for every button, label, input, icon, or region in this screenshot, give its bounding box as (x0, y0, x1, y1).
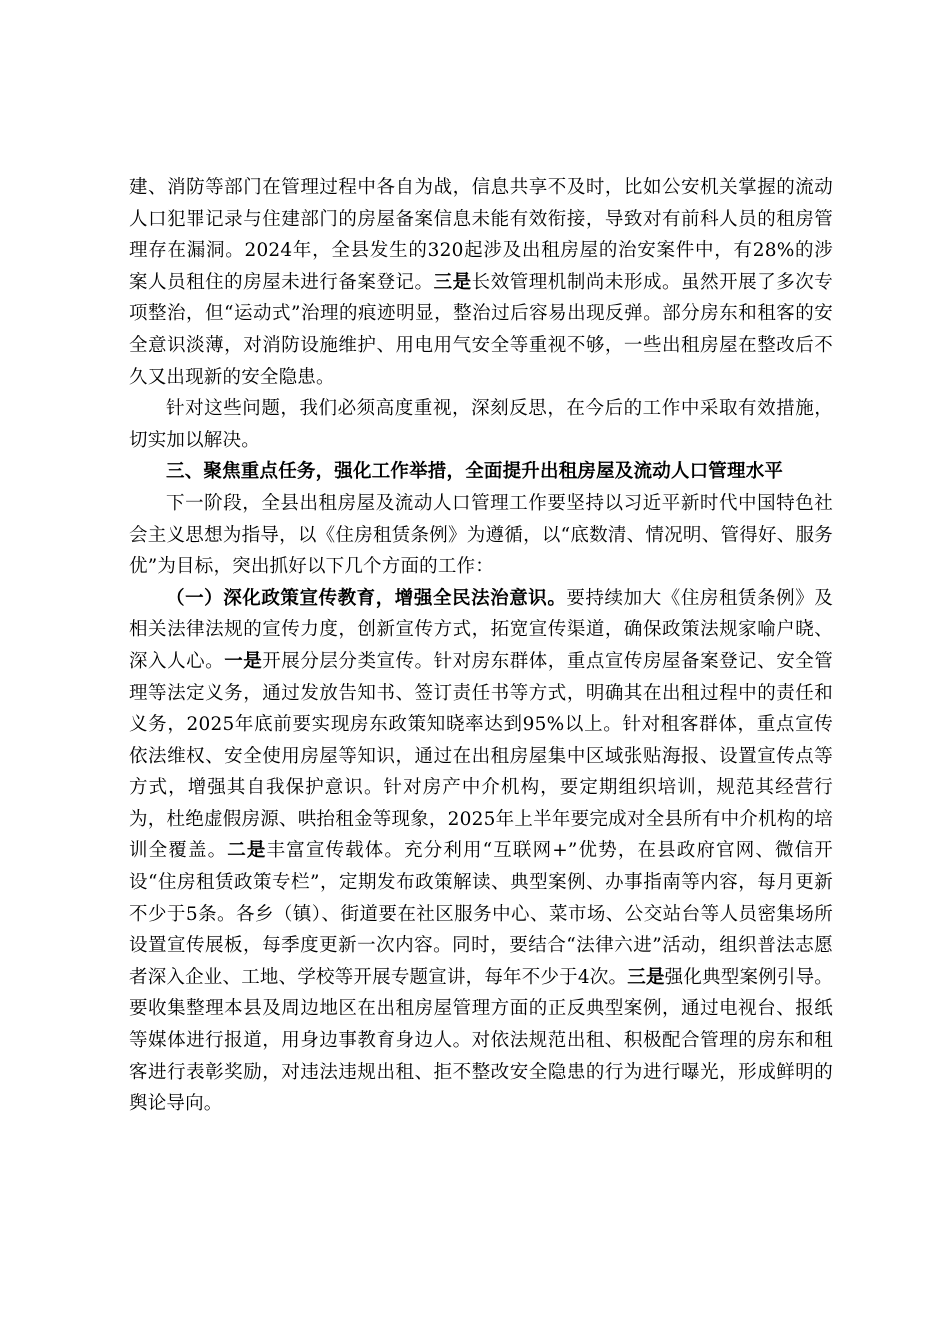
paragraph-text: 要持续加大《住房租赁条例》及相关法律法规的宣传力度，创新宣传方式，拓宽宣传渠道，确保政策法规家喻户晓、深入人心。 (129, 587, 833, 672)
emphasis-marker: 三是 (433, 271, 472, 293)
paragraph-text: 强化典型案例引导。要收集整理本县及周边地区在出租房屋管理方面的正反典型案例，通过电视台、报纸等媒体进行报道，用身边事教育身边人。对依法规范出租、积极配合管理的房东和租客进行表彰奖励，对违法违规出租、拒不整改安全隐患的行为进行曝光，形成鲜明的舆论导向。 (129, 966, 833, 1115)
emphasis-marker: 二是 (227, 840, 267, 862)
paragraph-text: 长效管理机制尚未形成。虽然开展了多次专项整治，但“运动式”治理的痕迹明显，整治过后容易出现反弹。部分房东和租客的安全意识淡薄，对消防设施维护、用电用气安全等重视不够，一些出租房屋在整改后不久又出现新的安全隐患。 (129, 271, 833, 388)
subsection-heading: （一）深化政策宣传教育，增强全民法治意识。 (166, 587, 567, 609)
paragraph-text: 开展分层分类宣传。针对房东群体，重点宣传房屋备案登记、安全管理等法定义务，通过发放告知书、签订责任书等方式，明确其在出租过程中的责任和义务，2025年底前要实现房东政策知晓率达到95%以上。针对租客群体，重点宣传依法维权、安全使用房屋等知识，通过在出租房屋集中区域张贴海报、设置宣传点等方式，增强其自我保护意识。针对房产中介机构，要定期组织培训，规范其经营行为，杜绝虚假房源、哄抬租金等现象，2025年上半年要完成对全县所有中介机构的培训全覆盖。 (129, 650, 833, 862)
paragraph-text: 建、消防等部门在管理过程中各自为战，信息共享不及时，比如公安机关掌握的流动人口犯罪记录与住建部门的房屋备案信息未能有效衔接，导致对有前科人员的租房管理存在漏洞。2024年，全县发生的320起涉及出租房屋的治安案件中，有28%的涉案人员租住的房屋未进行备案登记。 (129, 177, 833, 293)
paragraph-management-problems (129, 172, 833, 393)
emphasis-marker: 一是 (224, 650, 263, 672)
paragraph-text: 丰富宣传载体。充分利用“互联网+”优势，在县政府官网、微信开设“住房租赁政策专栏”，定期发布政策解读、典型案例、办事指南等内容，每月更新不少于5条。各乡（镇）、街道要在社区服务中心、菜市场、公交站台等人员密集场所设置宣传展板，每季度更新一次内容。同时，要结合“法律六进”活动，组织普法志愿者深入企业、工地、学校等开展专题宣讲，每年不少于4次。 (129, 840, 833, 988)
emphasis-marker: 三是 (627, 966, 665, 988)
paragraph-reflection: 针对这些问题，我们必须高度重视，深刻反思，在今后的工作中采取有效措施，切实加以解决。 (129, 398, 833, 451)
section-heading-3: 三、聚焦重点任务，强化工作举措，全面提升出租房屋及流动人口管理水平 (166, 461, 784, 483)
document-page (129, 172, 833, 1120)
paragraph-policy-publicity (129, 583, 833, 1120)
paragraph-next-stage: 下一阶段，全县出租房屋及流动人口管理工作要坚持以习近平新时代中国特色社会主义思想为指导，以《住房租赁条例》为遵循，以“底数清、情况明、管得好、服务优”为目标，突出抓好以下几个方面的工作： (129, 492, 833, 578)
